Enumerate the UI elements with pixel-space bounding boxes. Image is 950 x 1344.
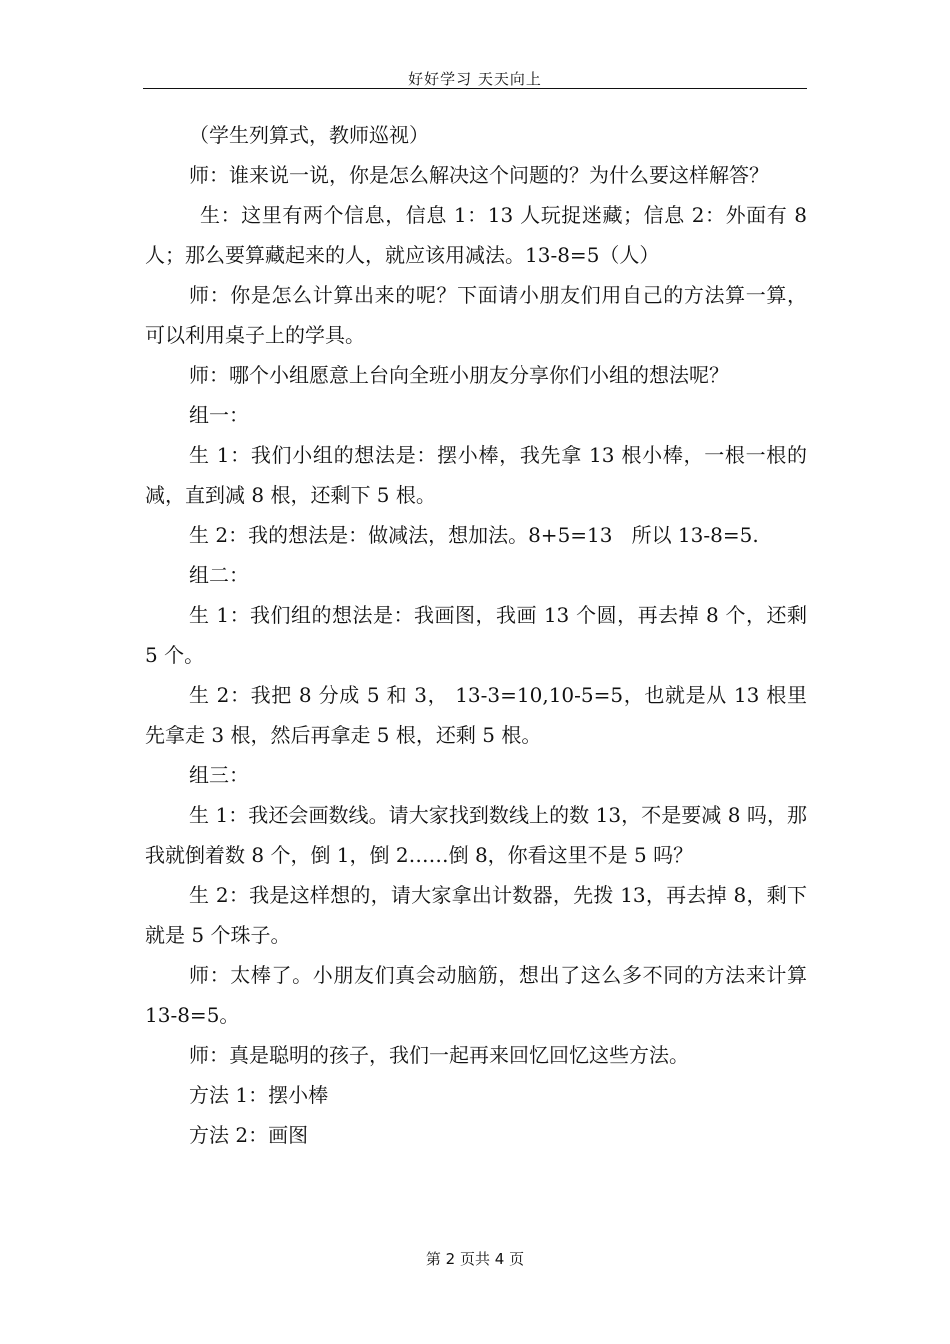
header-divider bbox=[143, 88, 807, 89]
paragraph-student-calc: （学生列算式，教师巡视） bbox=[189, 123, 429, 147]
page-footer: 第 2 页共 4 页 bbox=[425, 1250, 525, 1268]
paragraph-group3-student1: 生 1：我还会画数线。请大家找到数线上的数 13，不是要减 8 吗，那我就倒着数 8 个，倒 1，倒 2……倒 8，你看这里不是 5 吗？ bbox=[145, 803, 807, 867]
method-1: 方法 1：摆小棒 bbox=[189, 1083, 329, 1107]
group-three-heading: 组三： bbox=[189, 763, 249, 787]
paragraph-group2-student1: 生 1：我们组的想法是：我画图，我画 13 个圆，再去掉 8 个，还剩 5 个。 bbox=[145, 603, 814, 667]
group-two-heading: 组二： bbox=[189, 563, 249, 587]
paragraph-group3-student2: 生 2：我是这样想的，请大家拿出计数器，先拨 13，再去掉 8，剩下就是 5 个珠子。 bbox=[145, 883, 807, 947]
paragraph-group1-student2: 生 2：我的想法是：做减法，想加法。8+5=13 所以 13-8=5. bbox=[189, 523, 759, 547]
document-body bbox=[145, 115, 814, 1155]
method-2: 方法 2：画图 bbox=[189, 1123, 309, 1147]
paragraph-teacher-review: 师：真是聪明的孩子，我们一起再来回忆回忆这些方法。 bbox=[189, 1043, 689, 1067]
paragraph-group2-student2: 生 2：我把 8 分成 5 和 3， 13-3=10,10-5=5，也就是从 13 根里先拿走 3 根，然后再拿走 5 根，还剩 5 根。 bbox=[145, 683, 807, 747]
paragraph-group1-student1: 生 1：我们小组的想法是：摆小棒，我先拿 13 根小棒，一根一根的减，直到减 8 根，还剩下 5 根。 bbox=[145, 443, 807, 507]
page-header: 好好学习 天天向上 bbox=[408, 70, 542, 88]
paragraph-teacher-how: 师：你是怎么计算出来的呢？下面请小朋友们用自己的方法算一算，可以利用桌子上的学具。 bbox=[145, 283, 807, 347]
paragraph-teacher-share: 师：哪个小组愿意上台向全班小朋友分享你们小组的想法呢？ bbox=[189, 363, 729, 387]
paragraph-teacher-praise: 师：太棒了。小朋友们真会动脑筋，想出了这么多不同的方法来计算 13-8=5。 bbox=[145, 963, 814, 1027]
paragraph-teacher-question: 师：谁来说一说，你是怎么解决这个问题的？为什么要这样解答？ bbox=[189, 163, 769, 187]
group-one-heading: 组一： bbox=[189, 403, 249, 427]
paragraph-student-answer: 生：这里有两个信息，信息 1：13 人玩捉迷藏；信息 2：外面有 8 人；那么要算藏起来的人，就应该用减法。13-8=5（人） bbox=[145, 203, 814, 267]
